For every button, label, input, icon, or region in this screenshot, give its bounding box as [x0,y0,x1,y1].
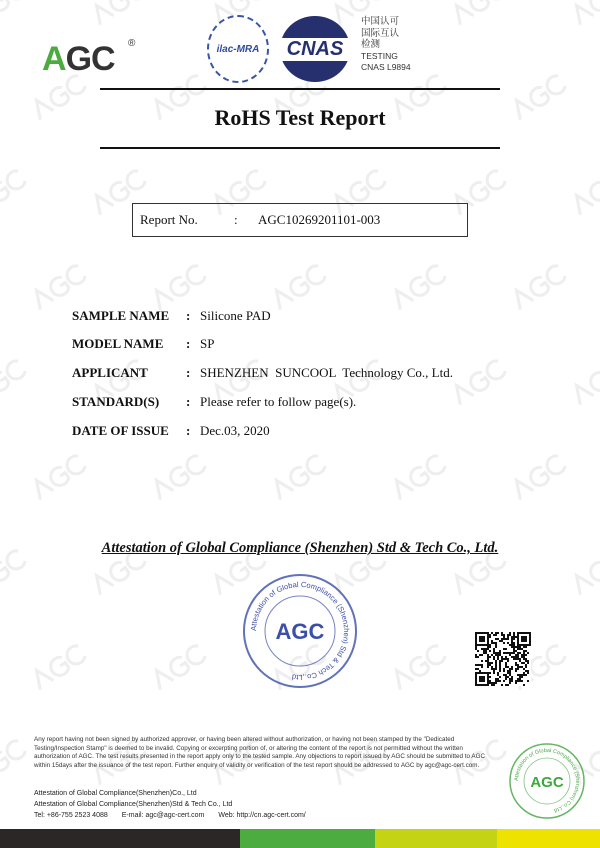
agc-watermark-mark [30,263,87,311]
blue-company-seal [241,572,359,690]
registered-mark: ® [128,38,136,49]
agc-watermark-mark [30,453,87,501]
ilac-mra-logo: ilac-MRA [207,15,269,83]
agc-watermark-mark [570,0,600,26]
cnas-accreditation-text: 中国认可 国际互认 检测 TESTING CNAS L9894 [361,16,411,72]
report-number-label: Report No. [140,212,198,227]
agc-watermark-mark [510,263,567,311]
attestation-company-name: Attestation of Global Compliance (Shenzhen) Std & Tech Co., Ltd. [101,540,499,556]
agc-watermark-mark [510,453,567,501]
green-dedicated-seal [508,742,586,820]
footer-company-line1: Attestation of Global Compliance(Shenzhen)Co., Ltd [34,790,197,797]
agc-watermark-mark [390,453,447,501]
page-title: RoHS Test Report [214,105,386,130]
agc-logo: AGC [42,40,115,78]
agc-watermark-mark [150,643,207,691]
agc-watermark-mark [90,0,147,26]
report-number-box: Report No. : AGC10269201101-003 [132,203,468,237]
agc-watermark-mark [450,0,507,26]
agc-watermark-mark [150,263,207,311]
agc-watermark-mark [0,0,27,26]
footer-company-line2: Attestation of Global Compliance(Shenzhen)Std & Tech Co., Ltd [34,801,233,808]
title-divider [100,147,500,149]
agc-watermark-mark [570,168,600,216]
cnas-logo: CNAS [280,16,350,82]
agc-watermark-mark [30,643,87,691]
agc-watermark-mark [390,263,447,311]
field-sample-name: SAMPLE NAME : Silicone PAD [72,308,271,323]
agc-watermark-mark [0,358,27,406]
svg-text:Attestation of Global Complian: Attestation of Global Compliance (Shenzhen) Std & Tech Co.,Ltd [248,579,352,683]
footer-email[interactable]: E-mail: agc@agc-cert.com [121,812,205,819]
agc-watermark-mark [270,263,327,311]
field-applicant: APPLICANT : SHENZHEN SUNCOOL Technology Co., Ltd. [72,365,453,380]
footer-contact [34,812,306,819]
disclaimer-text: Any report having not been signed by authorized approver, or having been altered without authorization, or having not been stamped by the "Dedicated Testing/Inspection Stamp" is deemed to be invalid. Copying or excerpting portion of, or altering the content of the report is not permitted without the written authorization of AGC. The test results presented in the report apply only to the tested sample. Any objections to report issued by AGC should be submitted to AGC within 15days after the issuance of the test report. Further enquiry of validity or verification of the test report should be addressed to AGC by agc@agc-cert.com. [34,736,486,769]
agc-watermark-mark [450,358,507,406]
footer-tel: Tel: +86-755 2523 4088 [34,812,108,819]
svg-text:AGC: AGC [530,774,564,791]
report-number-value: AGC10269201101-003 [258,212,381,227]
field-standards: STANDARD(S) : Please refer to follow page(s). [72,394,357,409]
agc-watermark-mark [570,358,600,406]
agc-watermark-mark [150,453,207,501]
field-date-of-issue: DATE OF ISSUE : Dec.03, 2020 [72,423,270,438]
footer-web[interactable]: Web: http://cn.agc-cert.com/ [218,812,306,819]
agc-watermark-mark [390,643,447,691]
qr-code[interactable] [475,632,531,686]
footer-color-bar [0,829,600,848]
agc-watermark-mark [0,168,27,216]
agc-watermark-mark [270,453,327,501]
svg-text:Attestation of Global Complian: Attestation of Global Compliance (Shenzhen) Co.,Ltd [513,747,581,814]
field-model-name: MODEL NAME : SP [72,336,215,351]
header-divider [100,88,500,90]
svg-text:AGC: AGC [275,619,325,644]
agc-watermark-mark [0,738,27,786]
